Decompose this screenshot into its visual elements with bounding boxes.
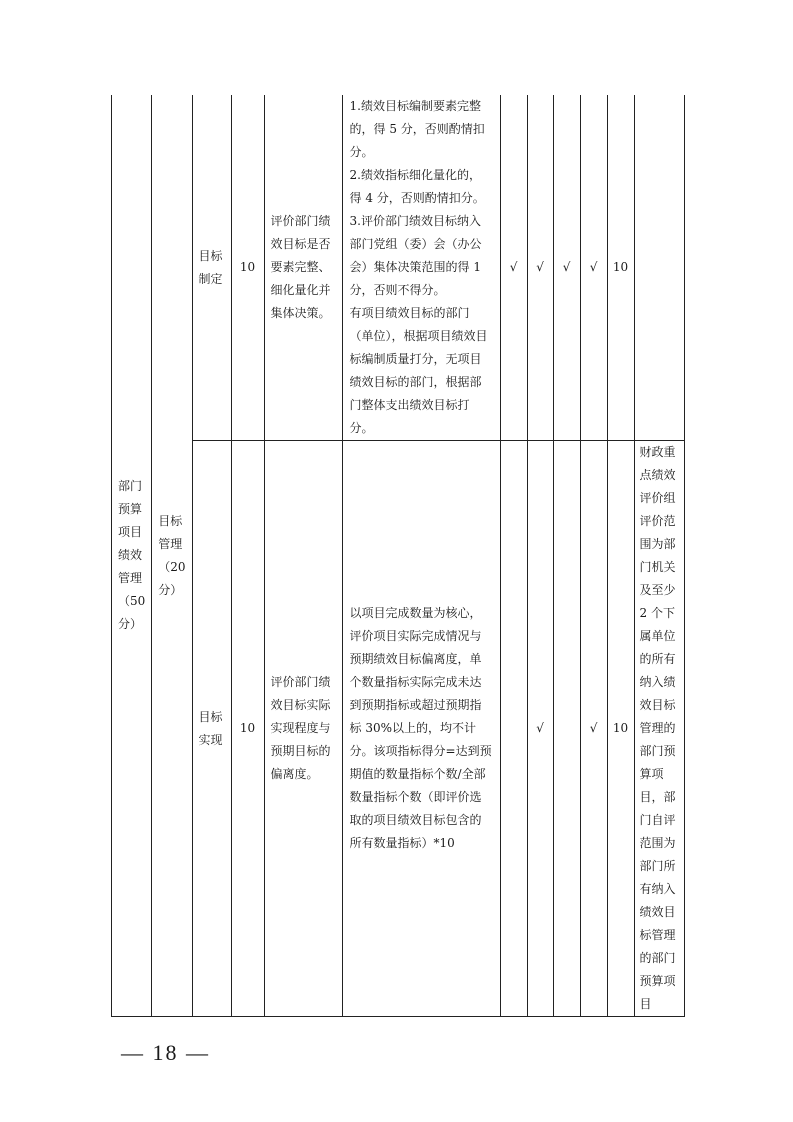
criteria-line: 1.绩效目标编制要素完整的，得 5 分，否则酌情扣分。 xyxy=(349,99,485,159)
check-mark xyxy=(500,441,527,1017)
check-mark xyxy=(553,441,580,1017)
check-mark: √ xyxy=(580,95,607,441)
criteria-cell xyxy=(342,95,500,441)
item-label: 目标制定 xyxy=(198,248,223,286)
subcategory-cell xyxy=(152,95,192,1017)
category-label: 部门预算项目绩效管理（50分） xyxy=(118,479,146,631)
table-row xyxy=(112,441,685,1017)
note-cell xyxy=(634,441,684,1017)
description-text: 评价部门绩效目标实际实现程度与预期目标的偏离度。 xyxy=(270,675,331,781)
points-cell: 10 xyxy=(231,441,264,1017)
subcategory-label: 目标管理（20分） xyxy=(158,513,186,597)
criteria-text xyxy=(343,95,500,440)
note-text: 财政重点绩效评价组评价范围为部门机关及至少 2 个下属单位的所有纳入绩效目标管理的部门预算项目，部门自评范围为部门所有纳入绩效目标管理的部门预算项目 xyxy=(639,445,676,1011)
page-number: — 18 — xyxy=(121,1040,210,1065)
check-mark: √ xyxy=(580,441,607,1017)
criteria-line: 以项目完成数量为核心，评价项目实际完成情况与预期绩效目标偏离度，单个数量指标实际完成未达到预期指标或超过预期指标 30%以上的，均不计分。该项指标得分=达到预期值的数量指标个数/全部数量指标个数（即评价选取的项目绩效目标包含的所有数量指标）*10 xyxy=(349,606,492,850)
check-mark: √ xyxy=(553,95,580,441)
check-mark: √ xyxy=(500,95,527,441)
points-cell: 10 xyxy=(231,95,264,441)
description-text: 评价部门绩效目标是否要素完整、细化量化并集体决策。 xyxy=(270,214,331,320)
score-cell: 10 xyxy=(607,441,634,1017)
note-cell-empty xyxy=(634,95,684,441)
description-cell xyxy=(264,441,342,1017)
table-row xyxy=(112,95,685,441)
criteria-line: 2.绩效指标细化量化的，得 4 分，否则酌情扣分。 xyxy=(349,168,485,205)
criteria-cell xyxy=(342,441,500,1017)
criteria-line: 3.评价部门绩效目标纳入部门党组（委）会（办公会）集体决策范围的得 1 分，否则不得分。 xyxy=(349,214,482,297)
score-cell: 10 xyxy=(607,95,634,441)
item-cell xyxy=(192,441,231,1017)
item-cell xyxy=(192,95,231,441)
check-mark: √ xyxy=(527,95,553,441)
item-label: 目标实现 xyxy=(198,709,223,747)
evaluation-table xyxy=(111,95,685,1017)
criteria-line: 有项目绩效目标的部门（单位），根据项目绩效目标编制质量打分，无项目绩效目标的部门，根据部门整体支出绩效目标打分。 xyxy=(349,306,488,435)
check-mark: √ xyxy=(527,441,553,1017)
description-cell xyxy=(264,95,342,441)
category-cell xyxy=(112,95,152,1017)
criteria-text xyxy=(343,602,500,855)
